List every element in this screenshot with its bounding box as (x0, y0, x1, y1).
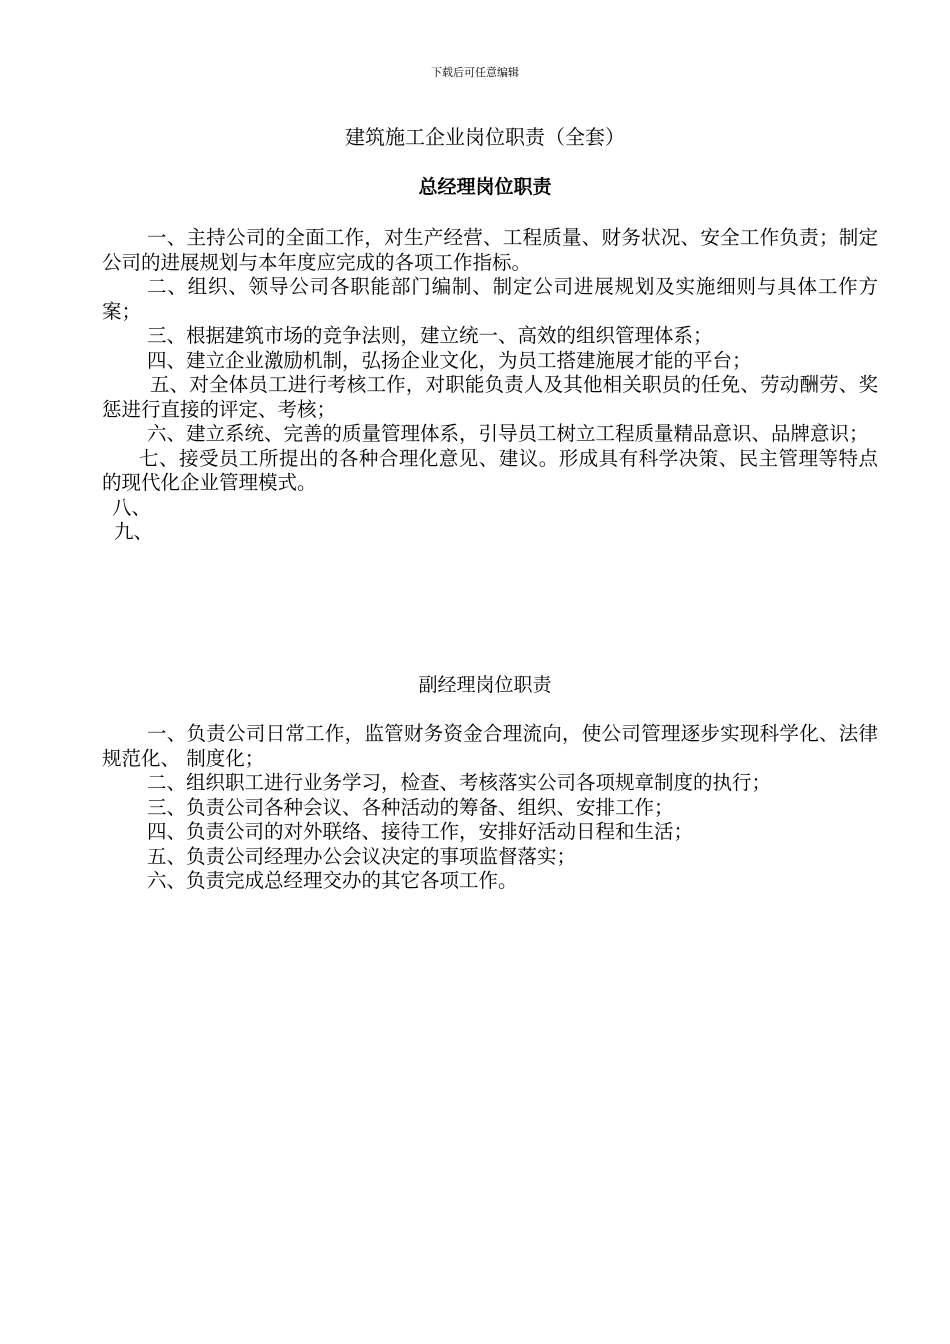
duty-item: 九、 (114, 520, 154, 543)
duty-item: 五、对全体员工进行考核工作，对职能负责人及其他相关职员的任免、劳动酬劳、奖惩进行直接的评定、考核； (102, 373, 878, 421)
duty-item: 五、负责公司经理办公会议决定的事项监督落实； (147, 844, 577, 868)
section-title-general-manager: 总经理岗位职责 (418, 176, 552, 198)
duty-item: 一、主持公司的全面工作，对生产经营、工程质量、财务状况、安全工作负责；制定公司的进展规划与本年度应完成的各项工作指标。 (102, 226, 878, 274)
section-body-deputy-manager (102, 722, 878, 894)
duty-item: 八、 (112, 495, 152, 519)
duty-item: 六、负责完成总经理交办的其它各项工作。 (147, 869, 518, 892)
duty-item: 三、根据建筑市场的竞争法则，建立统一、高效的组织管理体系； (147, 324, 713, 347)
duty-item: 四、负责公司的对外联络、接待工作，安排好活动日程和生活； (147, 820, 694, 843)
section-title-deputy-manager: 副经理岗位职责 (418, 674, 552, 696)
section-body-general-manager (102, 226, 878, 545)
duty-item: 七、接受员工所提出的各种合理化意见、建议。形成具有科学决策、民主管理等特点的现代化企业管理模式。 (102, 446, 878, 494)
duty-item: 一、负责公司日常工作，监管财务资金合理流向，使公司管理逐步实现科学化、法律规范化、 制度化； (102, 722, 878, 770)
duty-item: 六、建立系统、完善的质量管理体系，引导员工树立工程质量精品意识、品牌意识； (147, 422, 869, 445)
duty-item: 二、组织、领导公司各职能部门编制、制定公司进展规划及实施细则与具体工作方案； (102, 275, 878, 323)
duty-item: 二、组织职工进行业务学习，检查、考核落实公司各项规章制度的执行； (147, 771, 772, 794)
duty-item: 三、负责公司各种会议、各种活动的筹备、组织、安排工作； (147, 795, 674, 819)
duty-item: 四、建立企业激励机制，弘扬企业文化，为员工搭建施展才能的平台； (147, 348, 752, 372)
document-title: 建筑施工企业岗位职责（全套） (345, 125, 625, 149)
header-note: 下载后可任意编辑 (431, 66, 519, 79)
